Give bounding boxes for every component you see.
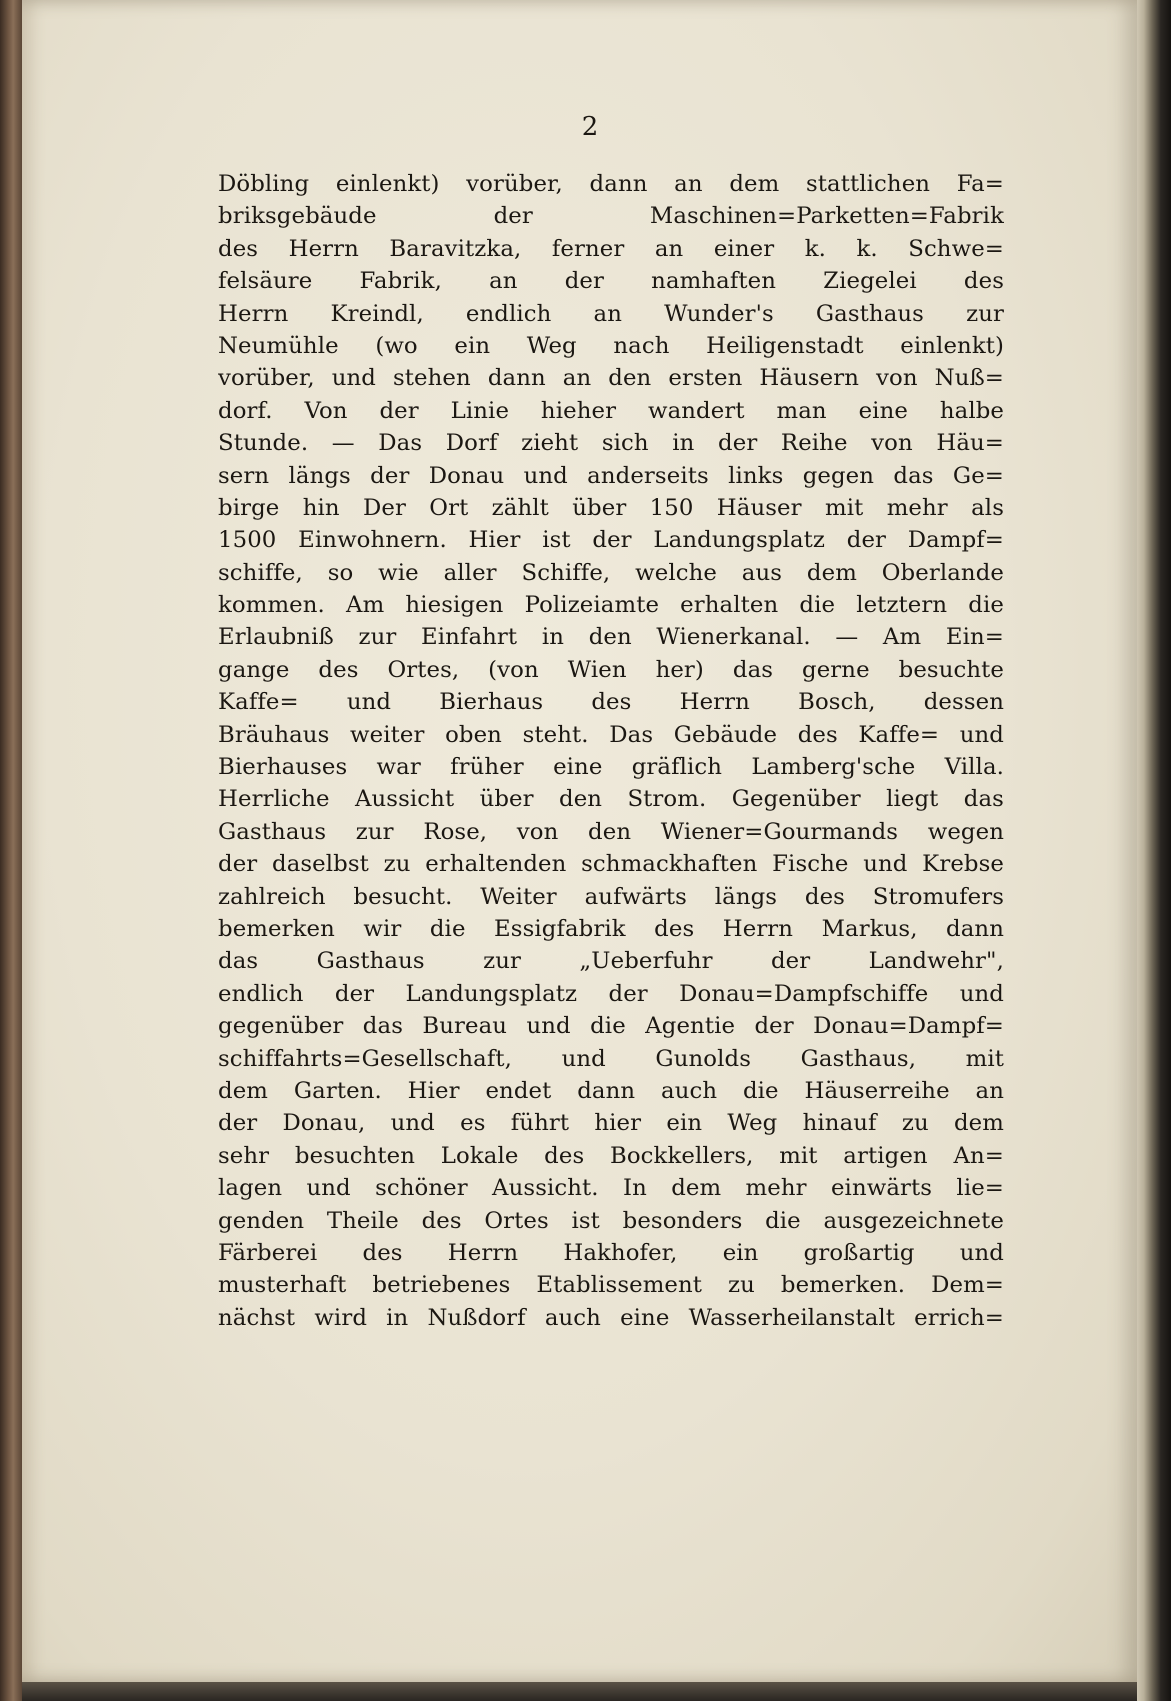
text-line: gegenüber das Bureau und die Agentie der Donau=Dampf= — [218, 1013, 1004, 1040]
text-line: sehr besuchten Lokale des Bockkellers, mit artigen An= — [218, 1142, 1004, 1169]
text-line: Gasthaus zur Rose, von den Wiener=Gourmands wegen — [218, 818, 1004, 845]
text-line: schiffahrts=Gesellschaft, und Gunolds Gasthaus, mit — [218, 1045, 1004, 1072]
text-line: lagen und schöner Aussicht. In dem mehr einwärts lie= — [218, 1175, 1004, 1202]
text-line: endlich der Landungsplatz der Donau=Dampfschiffe und — [218, 980, 1004, 1007]
text-line: birge hin Der Ort zählt über 150 Häuser mit mehr als — [218, 494, 1004, 521]
text-line: Färberei des Herrn Hakhofer, ein großartig und — [218, 1239, 1004, 1266]
book-page — [22, 0, 1140, 1682]
text-line: schiffe, so wie aller Schiffe, welche aus dem Oberlande — [218, 559, 1004, 586]
page-bottom-edge — [22, 1682, 1140, 1701]
text-line: Kaffe= und Bierhaus des Herrn Bosch, dessen — [218, 689, 1004, 716]
text-line: Erlaubniß zur Einfahrt in den Wienerkanal. — Am Ein= — [218, 624, 1004, 651]
right-book-edge — [1137, 0, 1171, 1701]
text-line: bemerken wir die Essigfabrik des Herrn Markus, dann — [218, 915, 1004, 942]
text-line: dorf. Von der Linie hieher wandert man eine halbe — [218, 397, 1004, 424]
text-line: genden Theile des Ortes ist besonders die ausgezeichnete — [218, 1207, 1004, 1234]
text-line: gange des Ortes, (von Wien her) das gerne besuchte — [218, 656, 1004, 683]
body-text — [218, 168, 1004, 1334]
text-line: vorüber, und stehen dann an den ersten Häusern von Nuß= — [218, 365, 1004, 392]
text-line: Stunde. — Das Dorf zieht sich in der Reihe von Häu= — [218, 430, 1004, 457]
left-book-edge — [0, 0, 22, 1701]
text-line: des Herrn Baravitzka, ferner an einer k. k. Schwe= — [218, 235, 1004, 262]
text-line: 1500 Einwohnern. Hier ist der Landungsplatz der Dampf= — [218, 527, 1004, 554]
text-line: Döbling einlenkt) vorüber, dann an dem stattlichen Fa= — [218, 171, 1004, 197]
text-line: Bierhauses war früher eine gräflich Lamberg'sche Villa. — [218, 754, 1004, 781]
text-line: der Donau, und es führt hier ein Weg hinauf zu dem — [218, 1110, 1004, 1137]
text-line: Herrn Kreindl, endlich an Wunder's Gasthaus zur — [218, 300, 1004, 327]
text-line: Neumühle (wo ein Weg nach Heiligenstadt einlenkt) — [218, 332, 1004, 359]
text-line: musterhaft betriebenes Etablissement zu bemerken. Dem= — [218, 1272, 1004, 1299]
text-line: briksgebäude der Maschinen=Parketten=Fabrik — [218, 203, 1004, 230]
text-line: der daselbst zu erhaltenden schmackhaften Fische und Krebse — [218, 851, 1004, 878]
text-line: sern längs der Donau und anderseits links gegen das Ge= — [218, 462, 1004, 489]
text-line: felsäure Fabrik, an der namhaften Ziegelei des — [218, 268, 1004, 295]
text-line: kommen. Am hiesigen Polizeiamte erhalten die letztern die — [218, 592, 1004, 619]
text-line: Bräuhaus weiter oben steht. Das Gebäude des Kaffe= und — [218, 721, 1004, 748]
text-line: Herrliche Aussicht über den Strom. Gegenüber liegt das — [218, 786, 1004, 813]
text-line: dem Garten. Hier endet dann auch die Häuserreihe an — [218, 1077, 1004, 1104]
text-line: nächst wird in Nußdorf auch eine Wasserheilanstalt errich= — [218, 1304, 1004, 1331]
page-number: 2 — [581, 112, 599, 142]
text-line: das Gasthaus zur „Ueberfuhr der Landwehr", — [218, 948, 1004, 975]
text-line: zahlreich besucht. Weiter aufwärts längs des Stromufers — [218, 883, 1004, 910]
